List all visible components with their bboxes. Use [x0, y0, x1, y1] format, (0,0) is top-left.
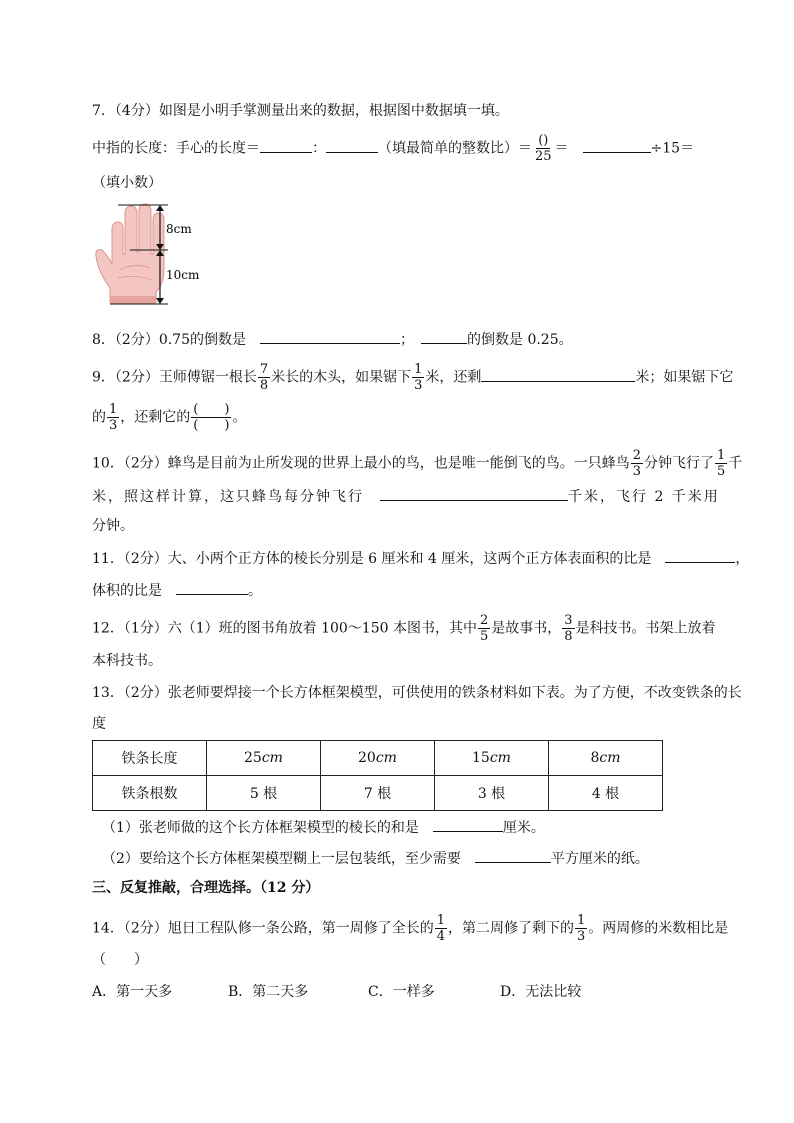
q7-blank-1[interactable] [260, 138, 312, 153]
q10-frac-1-5 [715, 448, 727, 479]
q10-text-b: 分钟飞行了 [644, 455, 715, 472]
length-value: 15 [472, 750, 490, 766]
q14-line-1 [92, 913, 728, 944]
q8-blank-2[interactable] [421, 329, 467, 344]
q9-text-c: 米，还剩 [425, 369, 482, 386]
q7-div15: ÷15＝ [650, 140, 695, 157]
q12-text-a: 12．（1分）六（1）班的图书角放着 100～150 本图书，其中 [92, 620, 477, 637]
q7-equals: ＝ [554, 140, 569, 157]
hand-figure [90, 200, 210, 310]
q10-line-1 [92, 448, 742, 479]
q7-blank-3[interactable] [583, 138, 651, 153]
q14-frac2-den: 3 [577, 929, 586, 944]
table-cell: 4 根 [549, 776, 663, 811]
table-cell [549, 741, 663, 776]
q9-frac3-den: 3 [109, 418, 118, 433]
q12-frac-2-5 [478, 613, 490, 644]
q12-frac2-num: 3 [564, 613, 573, 628]
q7-text-b: （填最简单的整数比）＝ [378, 140, 532, 157]
q10-frac2-num: 1 [717, 448, 726, 463]
q11-text-b: 体积的比是 [92, 583, 162, 599]
q9-text-a: 9．（2分）王师傅锯一根长 [92, 369, 257, 386]
q9-line-2 [92, 402, 246, 433]
q11-text-a: 11．（2分）大、小两个正方体的棱长分别是 6 厘米和 4 厘米，这两个正方体表面积的比是 [92, 551, 652, 567]
q9-text-f: ，还剩它的 [120, 409, 191, 426]
length-value: 8 [590, 750, 600, 766]
q14-text-b: ，第二周修了剩下的 [448, 920, 575, 937]
q9-frac1-num: 7 [259, 362, 269, 377]
q14-text-c: 。两周修的米数相比是 [588, 920, 729, 937]
q11-blank-1[interactable] [665, 548, 735, 563]
q9-answer-fraction[interactable] [191, 402, 231, 433]
q7-blank-2[interactable] [326, 138, 378, 153]
q8-text-b: 的倒数是 0.25。 [467, 332, 573, 348]
q9-frac1-den: 8 [259, 378, 269, 393]
q10-line-2 [92, 486, 720, 507]
q13-line-1: 13．（2分）张老师要焊接一个长方体框架模型，可供使用的铁条材料如下表。为了方便，不改变铁条的长 [92, 685, 742, 701]
q8-sep: ； [400, 332, 407, 348]
q12-frac1-num: 2 [479, 613, 489, 628]
q10-blank-1[interactable] [380, 486, 568, 501]
q13-blank-2[interactable] [475, 848, 551, 863]
q10-frac1-den: 3 [632, 464, 642, 479]
q13-sub2-text-b: 平方厘米的纸。 [550, 851, 649, 867]
q8-text-a: 8．（2分）0.75的倒数是 [92, 332, 246, 348]
q14-option-c[interactable]: C．一样多 [368, 984, 435, 1000]
q7-header: 7．（4分）如图是小明手掌测量出来的数据，根据图中数据填一填。 [92, 103, 509, 119]
q10-frac1-num: 2 [632, 448, 642, 463]
q7-frac-num[interactable]: () [538, 133, 549, 148]
q14-frac1-num: 1 [436, 913, 446, 928]
q10-frac-2-3 [631, 448, 643, 479]
q10-text-d: 米，照这样计算，这只蜂鸟每分钟飞行 [92, 489, 364, 505]
q13-sub2-text-a: （2）要给这个长方体框架模型糊上一层包装纸，至少需要 [102, 851, 461, 867]
length-value: 20 [358, 750, 376, 766]
iron-bar-table [92, 740, 663, 811]
length-unit: cm [489, 750, 511, 766]
q12-text-b: 是故事书， [491, 620, 562, 637]
q7-fraction [533, 133, 554, 164]
q14-answer-paren[interactable]: （ ） [92, 952, 148, 968]
q14-option-b[interactable]: B．第二天多 [228, 984, 309, 1000]
q12-text-c: 是科技书。书架上放着 [575, 620, 716, 637]
table-cell: 3 根 [435, 776, 549, 811]
q9-frac-7-8 [258, 362, 270, 393]
q13-line-2: 度 [92, 716, 106, 732]
length-value: 25 [244, 750, 262, 766]
table-cell [207, 741, 321, 776]
q9-frac2-num: 1 [414, 362, 423, 377]
table-header-count: 铁条根数 [93, 776, 207, 811]
table-cell: 5 根 [207, 776, 321, 811]
q9-frac-1-3-b [107, 402, 119, 433]
q9-text-g: 。 [232, 409, 247, 426]
label-8cm: 8cm [166, 222, 192, 236]
q14-option-a[interactable]: A．第一天多 [92, 984, 173, 1000]
q9-text-e: 的 [92, 409, 106, 426]
q14-frac1-den: 4 [436, 929, 446, 944]
q8-blank-1[interactable] [260, 329, 400, 344]
q13-sub2 [102, 848, 649, 869]
q13-sub1-text-b: 厘米。 [502, 820, 545, 836]
q11-comma: ， [735, 551, 750, 567]
q11-blank-2[interactable] [176, 580, 248, 595]
q10-line-3: 分钟。 [92, 518, 134, 534]
q13-sub1 [102, 817, 545, 838]
table-cell [321, 741, 435, 776]
q12-line-1 [92, 613, 716, 644]
q7-frac-den: 25 [535, 149, 552, 164]
q9-frac-1-3 [412, 362, 424, 393]
q14-frac2-num: 1 [577, 913, 586, 928]
q11-line-1 [92, 548, 749, 569]
q8-line [92, 329, 573, 350]
q14-text-a: 14．（2分）旭日工程队修一条公路，第一周修了全长的 [92, 920, 434, 937]
q10-frac2-den: 5 [717, 464, 726, 479]
q7-colon: ： [312, 140, 326, 157]
q10-text-e: 千米，飞行 2 千米用 [568, 489, 720, 505]
table-row-length [93, 741, 663, 776]
q9-frac3-num: 1 [109, 402, 118, 417]
q10-text-a: 10．（2分）蜂鸟是目前为止所发现的世界上最小的鸟，也是唯一能倒飞的鸟。一只蜂鸟 [92, 455, 630, 472]
table-cell [435, 741, 549, 776]
hand-drawing [96, 204, 164, 304]
q12-frac-3-8 [562, 613, 574, 644]
label-10cm: 10cm [166, 268, 200, 282]
q14-option-d[interactable]: D．无法比较 [500, 984, 582, 1000]
q9-text-b: 米长的木头，如果锯下 [271, 369, 412, 386]
q12-frac2-den: 8 [564, 629, 573, 644]
q9-line-1 [92, 362, 733, 393]
length-unit: cm [599, 750, 621, 766]
table-cell: 7 根 [321, 776, 435, 811]
q10-text-c: 千 [728, 455, 743, 472]
q12-line-2: 本科技书。 [92, 653, 162, 669]
section-3-title: 三、反复推敲，合理选择。（12 分） [92, 880, 320, 896]
q7-text-a: 中指的长度：手心的长度＝ [92, 140, 260, 157]
q9-blank-1[interactable] [481, 367, 635, 382]
q14-frac-1-4 [435, 913, 447, 944]
length-unit: cm [261, 750, 283, 766]
q9-frac4-den[interactable]: ( ) [193, 418, 230, 433]
q14-frac-1-3 [575, 913, 587, 944]
table-row-count [93, 776, 663, 811]
q12-frac1-den: 5 [479, 629, 489, 644]
q7-fill-decimal: （填小数） [92, 175, 162, 191]
q11-line-2 [92, 580, 262, 601]
q9-frac2-den: 3 [414, 378, 423, 393]
q7-ratio-line [92, 133, 694, 164]
q9-frac4-num[interactable]: ( ) [193, 402, 230, 417]
table-header-length: 铁条长度 [93, 741, 207, 776]
q9-text-d: 米；如果锯下它 [635, 369, 734, 386]
length-unit: cm [375, 750, 397, 766]
q11-end: 。 [248, 583, 262, 599]
q13-sub1-text-a: （1）张老师做的这个长方体框架模型的棱长的和是 [102, 820, 419, 836]
q13-blank-1[interactable] [433, 817, 503, 832]
